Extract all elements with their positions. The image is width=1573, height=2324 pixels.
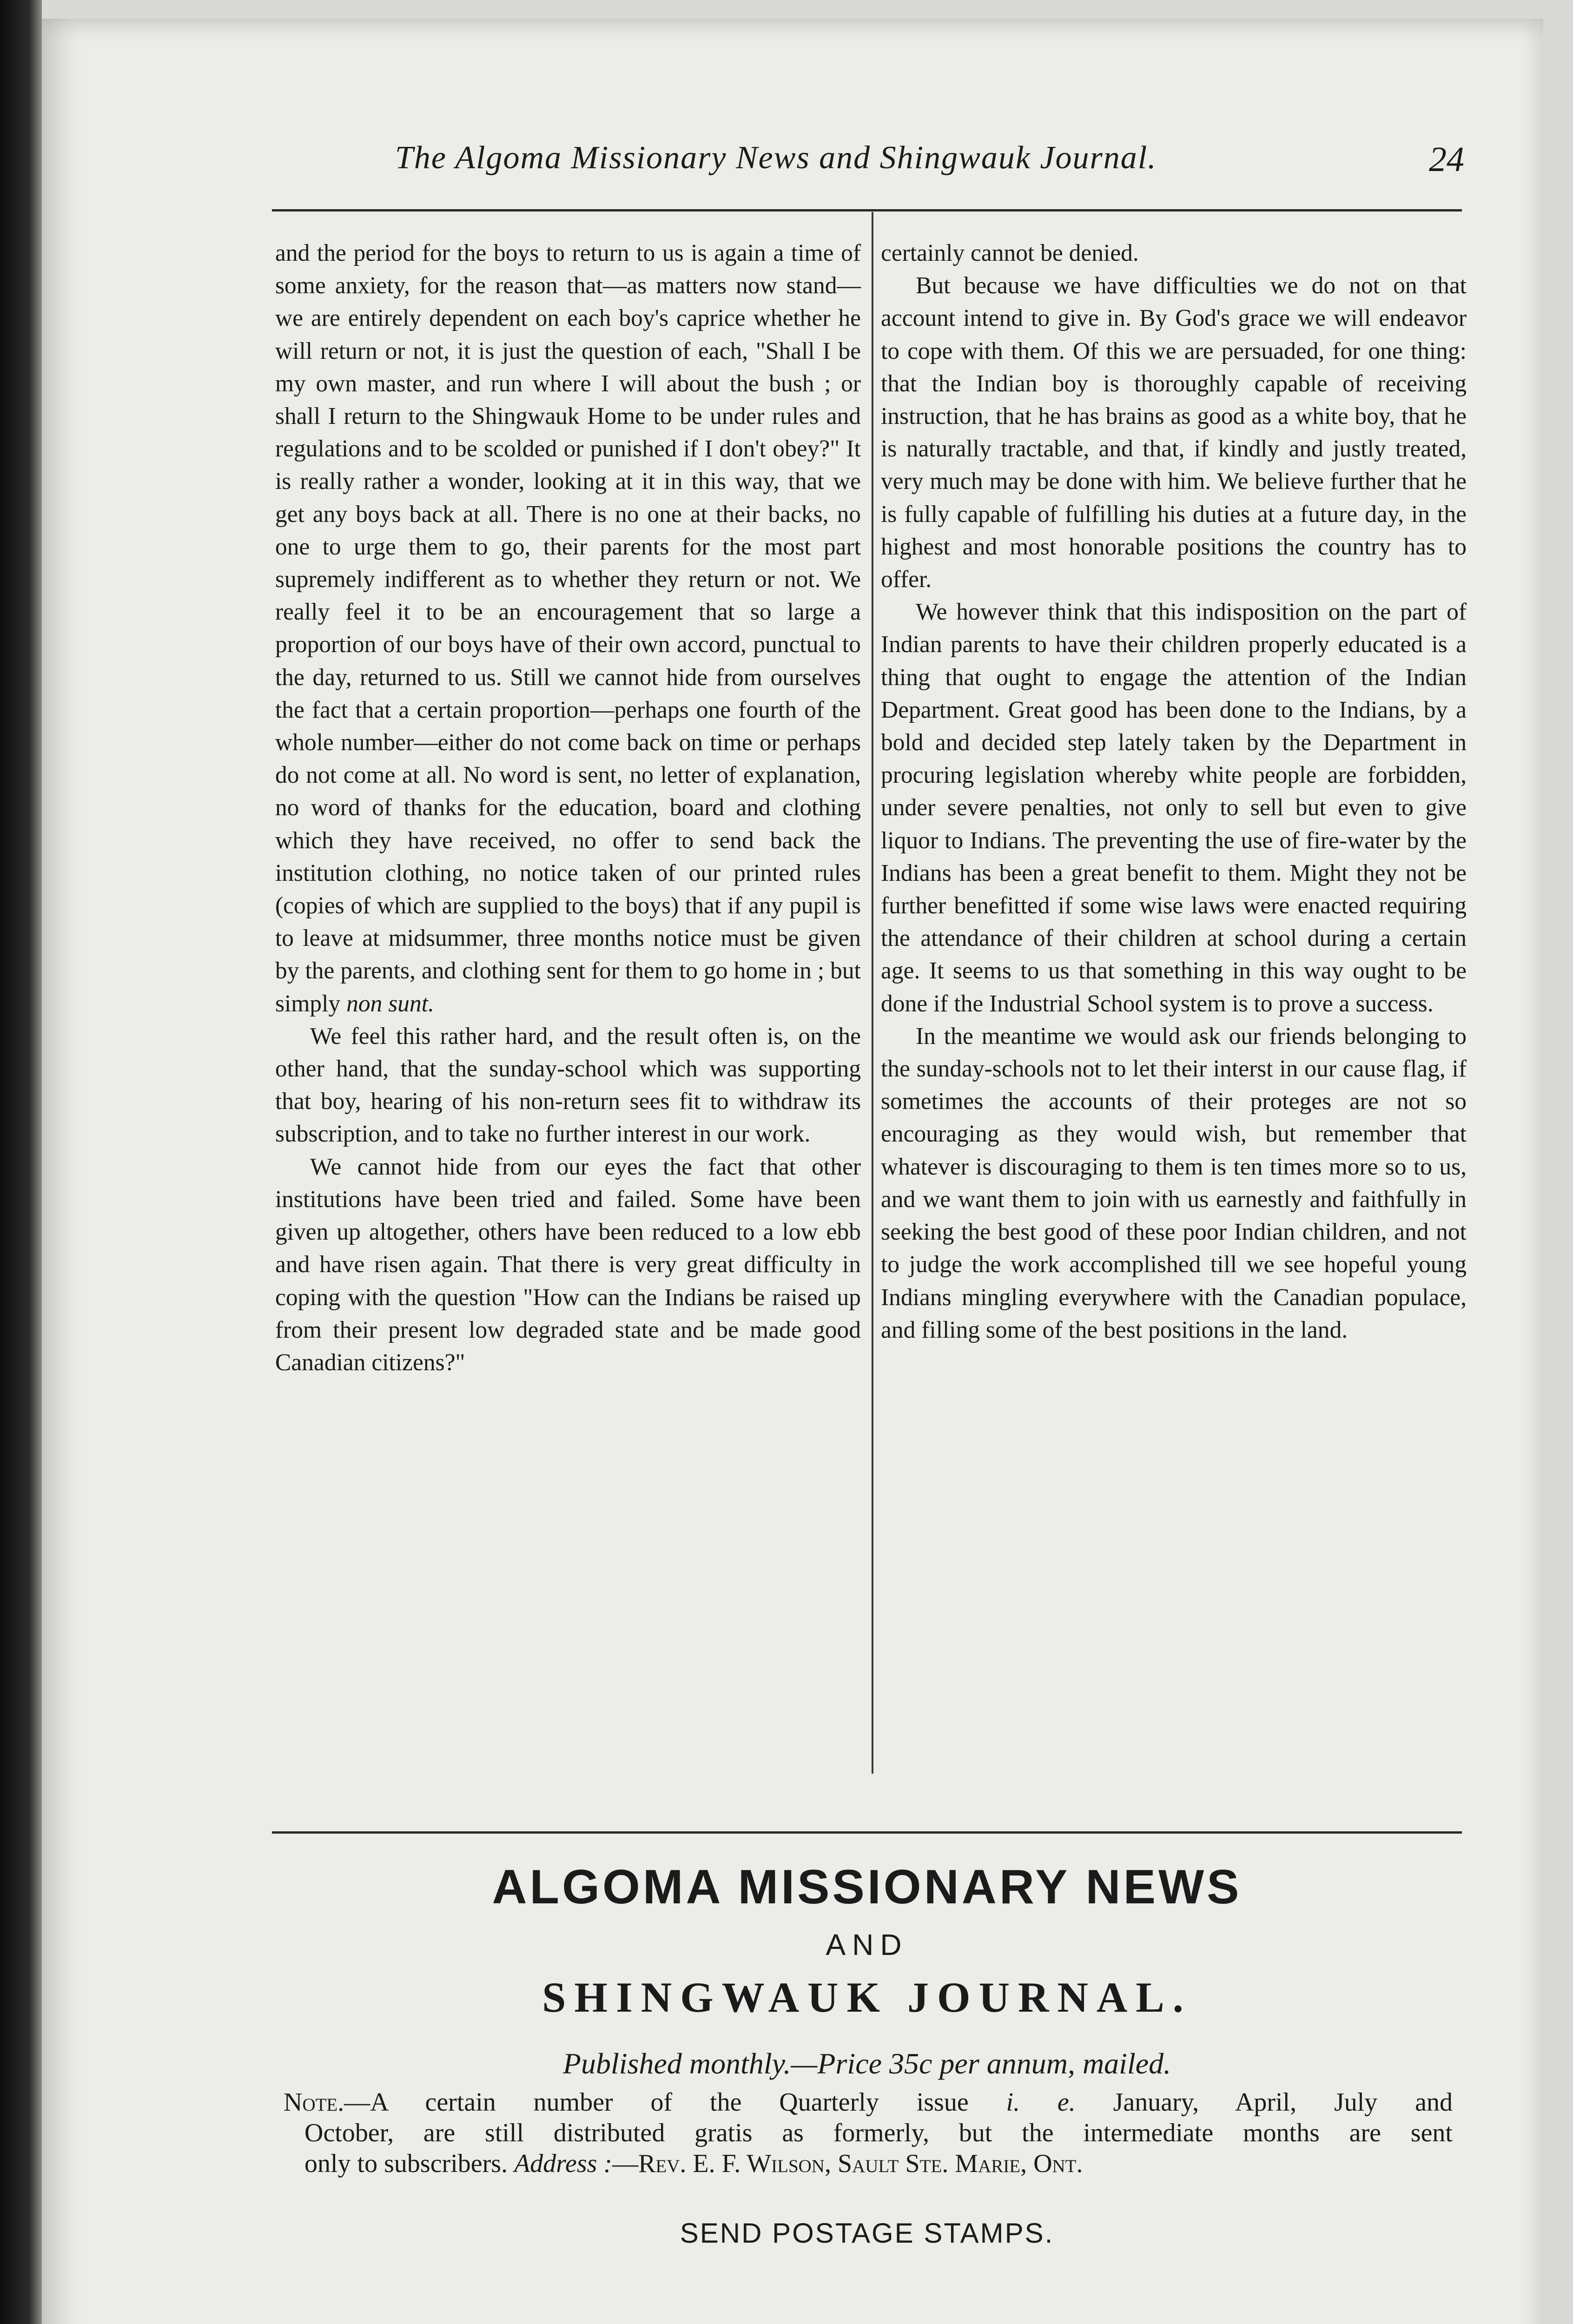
right-column: [881, 237, 1467, 1347]
running-title: The Algoma Missionary News and Shingwauk Journal.: [395, 140, 1157, 176]
note-ie: i. e.: [1006, 2088, 1076, 2117]
column-rule: [872, 212, 873, 1774]
note-text-1: —A certain number of the Quarterly issue: [344, 2088, 969, 2117]
advertisement-title: ALGOMA MISSIONARY NEWS: [492, 1860, 1242, 1914]
advertisement: [272, 1855, 1462, 2087]
left-paragraph-3: We cannot hide from our eyes the fact that other institutions have been tried and failed. Some have been given up altogether, others have been reduced to a low ebb and have risen again. That there is very great difficulty in coping with the question "How can the Indians be raised up from their present low degraded state and be made good Canadian citizens?": [275, 1153, 861, 1376]
note-line-3: [284, 2148, 1453, 2179]
note-address: —Rev. E. F. Wilson, Sault Ste. Marie, Ont.: [612, 2149, 1083, 2178]
advertisement-note: [284, 2087, 1453, 2179]
advertisement-and: AND: [826, 1928, 908, 1961]
right-paragraph-4: In the meantime we would ask our friends belonging to the sunday-schools not to let their interst in our cause flag, if sometimes the accounts of their proteges are not so encouraging as they would wish, but remember that whatever is discouraging to them is ten times more so to us, and we want them to join with us earnestly and faithfully in seeking the best good of these poor Indian children, and not to judge the work accomplished till we see hopeful young Indians mingling everywhere with the Canadian populace, and filling some of the best positions in the land.: [881, 1023, 1467, 1343]
note-line-1: [284, 2087, 1453, 2118]
note-text-1b: January, April, July and: [1113, 2088, 1453, 2117]
note-label: Note.: [284, 2088, 344, 2117]
right-paragraph-2: But because we have difficulties we do not on that account intend to give in. By God's grace we will endeavor to cope with them. Of this we are persuaded, for one thing: that the Indian boy is thoroughly capable of receiving instruction, that he has brains as good as a white boy, that he is naturally tractable, and that, if kindly and justly treated, very much may be done with him. We believe further that he is fully capable of fulfilling his duties at a future day, in the highest and most honorable positions the country has to offer.: [881, 272, 1467, 593]
left-paragraph-1-italic: non sunt.: [346, 990, 434, 1017]
right-paragraph-1: certainly cannot be denied.: [881, 240, 1139, 266]
advertisement-subtitle: SHINGWAUK JOURNAL.: [542, 1974, 1192, 2021]
left-paragraph-1: [275, 237, 861, 1020]
send-postage-stamps: SEND POSTAGE STAMPS.: [680, 2218, 1054, 2249]
note-text-3: only to subscribers.: [304, 2149, 508, 2178]
binding-shadow: [0, 0, 42, 2324]
left-paragraph-2: We feel this rather hard, and the result often is, on the other hand, that the sunday-school which was supporting that boy, hearing of his non-return sees fit to withdraw its subscription, and to take no further interest in our work.: [275, 1023, 861, 1148]
left-paragraph-1-text: and the period for the boys to return to us is again a time of some anxiety, for the reason that—as matters now stand—we are entirely dependent on each boy's caprice whether he will return or not, it is just the question of each, "Shall I be my own master, and run where I will about the bush ; or shall I return to the Shingwauk Home to be under rules and regulations and to be scolded or punished if I don't obey?" It is really rather a wonder, looking at it in this way, that we get any boys back at all. There is no one at their backs, no one to urge them to go, their parents for the most part supremely indifferent as to whether they return or not. We really feel it to be an encouragement that so large a proportion of our boys have of their own accord, punctual to the day, returned to us. Still we cannot hide from ourselves the fact that a certain proportion—perhaps one fourth of the whole number—either do not come back on time or perhaps do not come at all. No word is sent, no letter of explanation, no word of thanks for the education, board and clothing which they have received, no offer to send back the institution clothing, no notice taken of our printed rules (copies of which are supplied to the boys) that if any pupil is to leave at midsummer, three months notice must be given by the parents, and clothing sent for them to go home in ; but simply: [275, 240, 861, 1017]
note-line-2: October, are still distributed gratis as formerly, but the intermediate months are sent: [304, 2119, 1453, 2147]
left-column: [275, 237, 861, 1379]
note-address-label: Address :: [514, 2149, 613, 2178]
header-rule: [272, 209, 1462, 211]
advertisement-published: Published monthly.—Price 35c per annum, mailed.: [562, 2047, 1171, 2080]
running-head: [274, 139, 1464, 195]
advertisement-rule: [272, 1831, 1462, 1834]
right-paragraph-3: We however think that this indisposition on the part of Indian parents to have their children properly educated is a thing that ought to engage the attention of the Indian Department. Great good has been done to the Indians, by a bold and decided step lately taken by the Department in procuring legislation whereby white people are forbidden, under severe penalties, not only to sell but even to give liquor to Indians. The preventing the use of fire-water by the Indians has been a great benefit to them. Might they not be further benefitted if some wise laws were enacted requiring the attendance of their children at school during a certain age. It seems to us that something in this way ought to be done if the Industrial School system is to prove a success.: [881, 599, 1467, 1017]
page-number: 24: [1429, 140, 1464, 179]
